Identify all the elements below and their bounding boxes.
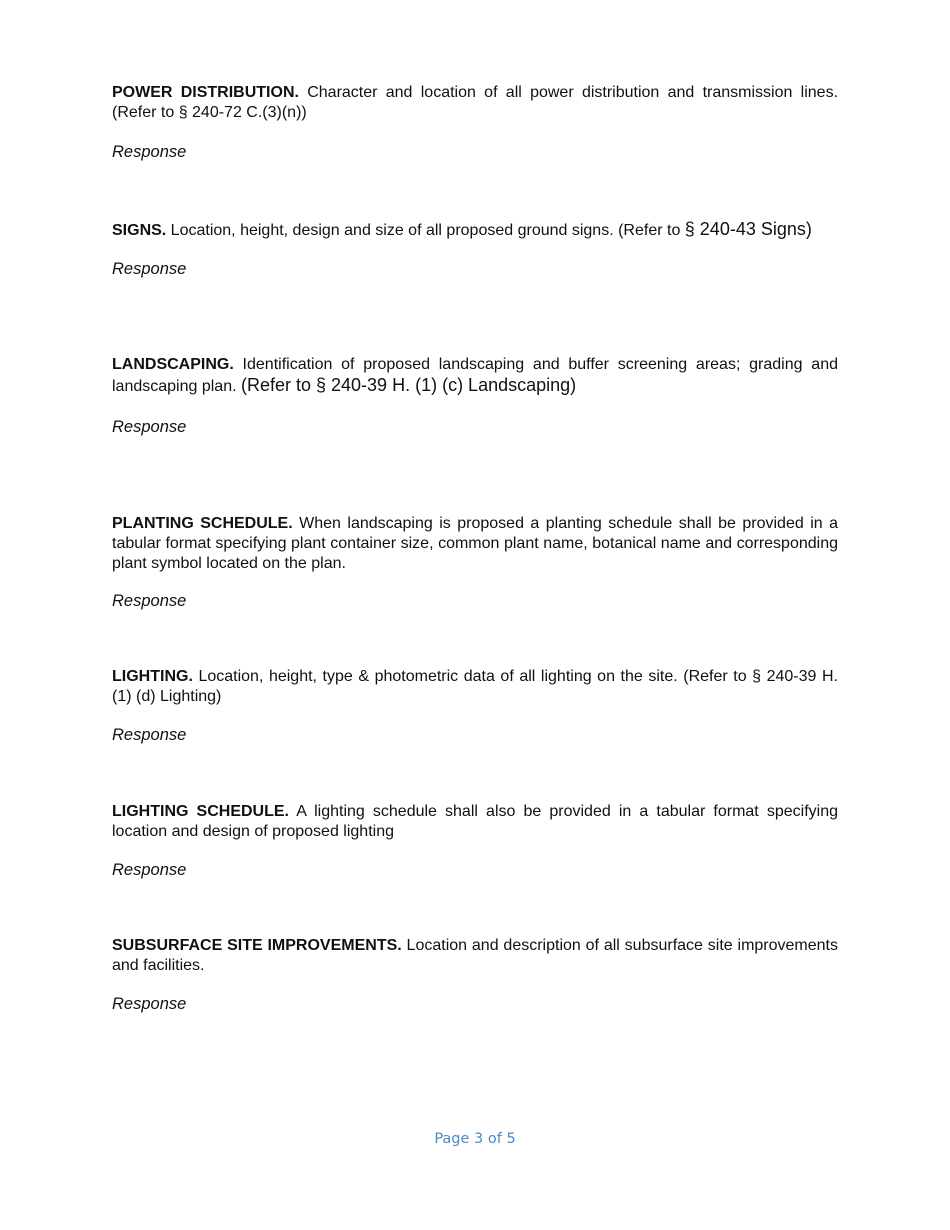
section-paragraph [112,514,838,574]
section-subsurface-site-improvements [112,936,838,1013]
response-label: Response [112,143,187,161]
page-number-footer: Page 3 of 5 [434,1131,516,1147]
section-paragraph [112,219,838,241]
section-lighting-schedule [112,802,838,879]
section-heading: PLANTING SCHEDULE. [112,515,293,532]
section-paragraph [112,802,838,842]
section-body: Character and location of all power distribution and transmission lines. (Refer to § 240-72 C.(3)(n)) [112,84,839,121]
section-paragraph [112,83,838,123]
section-body: Location, height, type & photometric data of all lighting on the site. (Refer to § 240-39 H.(1) (d) Lighting) [112,668,838,705]
section-body: Location and description of all subsurface site improvements and facilities. [112,937,838,974]
section-lighting [112,667,838,744]
section-paragraph [112,936,838,976]
section-landscaping [112,355,838,436]
response-label: Response [112,260,187,278]
response-label: Response [112,418,187,436]
section-body: Location, height, design and size of all proposed ground signs. (Refer to [166,222,685,239]
section-power-distribution [112,83,839,161]
section-signs [112,219,838,278]
section-heading: SIGNS. [112,222,167,239]
section-paragraph [112,667,838,707]
section-heading: SUBSURFACE SITE IMPROVEMENTS. [112,937,402,954]
section-body: When landscaping is proposed a planting schedule shall be provided in a tabular format specifying plant container size, common plant name, botanical name and corresponding plant symbol located on the plan. [112,515,839,572]
section-reference: (Refer to § 240-39 H. (1) (c) Landscaping) [240,375,577,395]
section-heading: POWER DISTRIBUTION. [112,84,299,101]
section-body: A lighting schedule shall also be provided in a tabular format specifying location and design of proposed lighting [112,803,838,840]
section-heading: LIGHTING SCHEDULE. [112,803,289,820]
section-heading: LANDSCAPING. [112,356,234,373]
section-heading: LIGHTING. [112,668,193,685]
response-label: Response [112,592,187,610]
response-label: Response [112,861,187,879]
section-paragraph [112,355,838,397]
response-label: Response [112,995,187,1013]
section-reference: § 240-43 Signs) [684,219,812,239]
section-planting-schedule [112,514,839,610]
section-body: Identification of proposed landscaping and buffer screening areas; grading and landscaping plan. [112,356,838,395]
response-label: Response [112,726,187,744]
